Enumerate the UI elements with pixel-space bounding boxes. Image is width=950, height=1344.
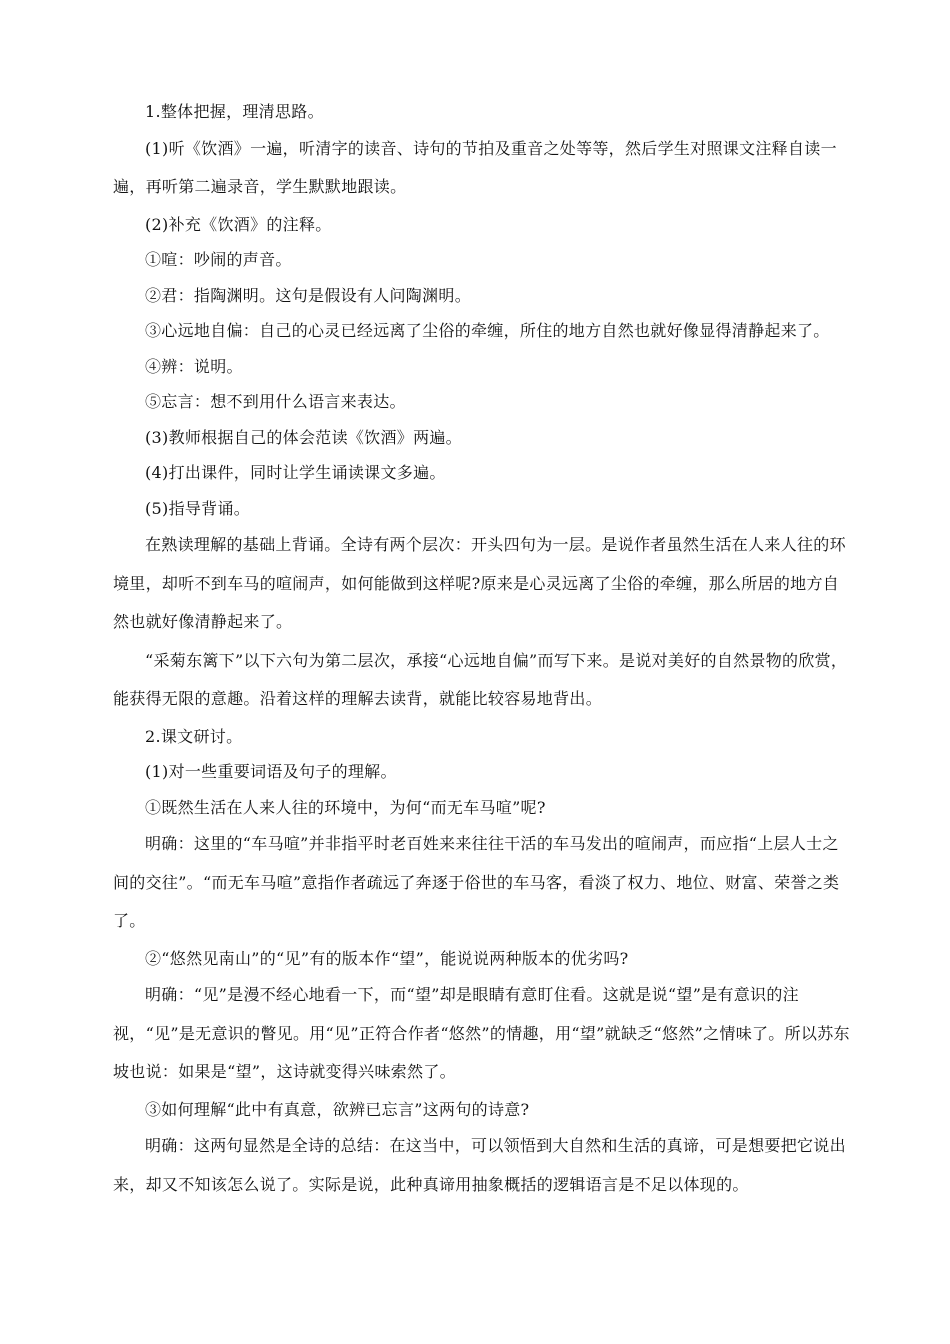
question: ①既然生活在人来人往的环境中，为何“而无车马喧”呢? bbox=[145, 797, 546, 817]
paragraph: (3)教师根据自己的体会范读《饮酒》两遍。 bbox=[145, 427, 462, 447]
document-body bbox=[113, 94, 853, 1204]
paragraph: 在熟读理解的基础上背诵。全诗有两个层次：开头四句为一层。是说作者虽然生活在人来人往的环境里，却听不到车马的喧闹声，如何能做到这样呢?原来是心灵远离了尘俗的牵缠，那么所居的地方自然也就好像清静起来了。 bbox=[113, 535, 846, 631]
answer: 明确：“见”是漫不经心地看一下，而“望”却是眼睛有意盯住看。这就是说“望”是有意识的注视，“见”是无意识的瞥见。用“见”正符合作者“悠然”的情趣，用“望”就缺乏“悠然”之情味了。所以苏东坡也说：如果是“望”，这诗就变得兴味索然了。 bbox=[113, 985, 850, 1081]
paragraph: “采菊东篱下”以下六句为第二层次，承接“心远地自偏”而写下来。是说对美好的自然景物的欣赏，能获得无限的意趣。沿着这样的理解去读背，就能比较容易地背出。 bbox=[113, 650, 848, 708]
answer: 明确：这两句显然是全诗的总结：在这当中，可以领悟到大自然和生活的真谛，可是想要把它说出来，却又不知该怎么说了。实际是说，此种真谛用抽象概括的逻辑语言是不足以体现的。 bbox=[113, 1136, 846, 1194]
annotation-item: ④辨：说明。 bbox=[145, 356, 243, 376]
annotation-item: ⑤忘言：想不到用什么语言来表达。 bbox=[145, 392, 406, 411]
paragraph: (4)打出课件，同时让学生诵读课文多遍。 bbox=[145, 463, 446, 482]
paragraph: (2)补充《饮酒》的注释。 bbox=[145, 214, 332, 234]
paragraph: (1)听《饮酒》一遍，听清字的读音、诗句的节拍及重音之处等等，然后学生对照课文注释自读一遍，再听第二遍录音，学生默默地跟读。 bbox=[113, 138, 837, 196]
annotation-item: ①喧：吵闹的声音。 bbox=[145, 250, 292, 269]
annotation-item: ②君：指陶渊明。这句是假设有人问陶渊明。 bbox=[145, 285, 472, 305]
paragraph: (1)对一些重要词语及句子的理解。 bbox=[145, 762, 397, 781]
question: ②“悠然见南山”的“见”有的版本作“望”，能说说两种版本的优劣吗? bbox=[145, 948, 629, 968]
question: ③如何理解“此中有真意，欲辨已忘言”这两句的诗意? bbox=[145, 1099, 530, 1119]
section-heading-2: 2.课文研讨。 bbox=[145, 726, 243, 746]
answer: 明确：这里的“车马喧”并非指平时老百姓来来往往干活的车马发出的喧闹声，而应指“上层人士之间的交往”。“而无车马喧”意指作者疏远了奔逐于俗世的车马客，看淡了权力、地位、财富、荣誉之类了。 bbox=[113, 834, 840, 930]
annotation-item: ③心远地自偏：自己的心灵已经远离了尘俗的牵缠，所住的地方自然也就好像显得清静起来了。 bbox=[145, 321, 830, 340]
paragraph: (5)指导背诵。 bbox=[145, 498, 251, 518]
section-heading-1: 1.整体把握，理清思路。 bbox=[145, 102, 324, 121]
